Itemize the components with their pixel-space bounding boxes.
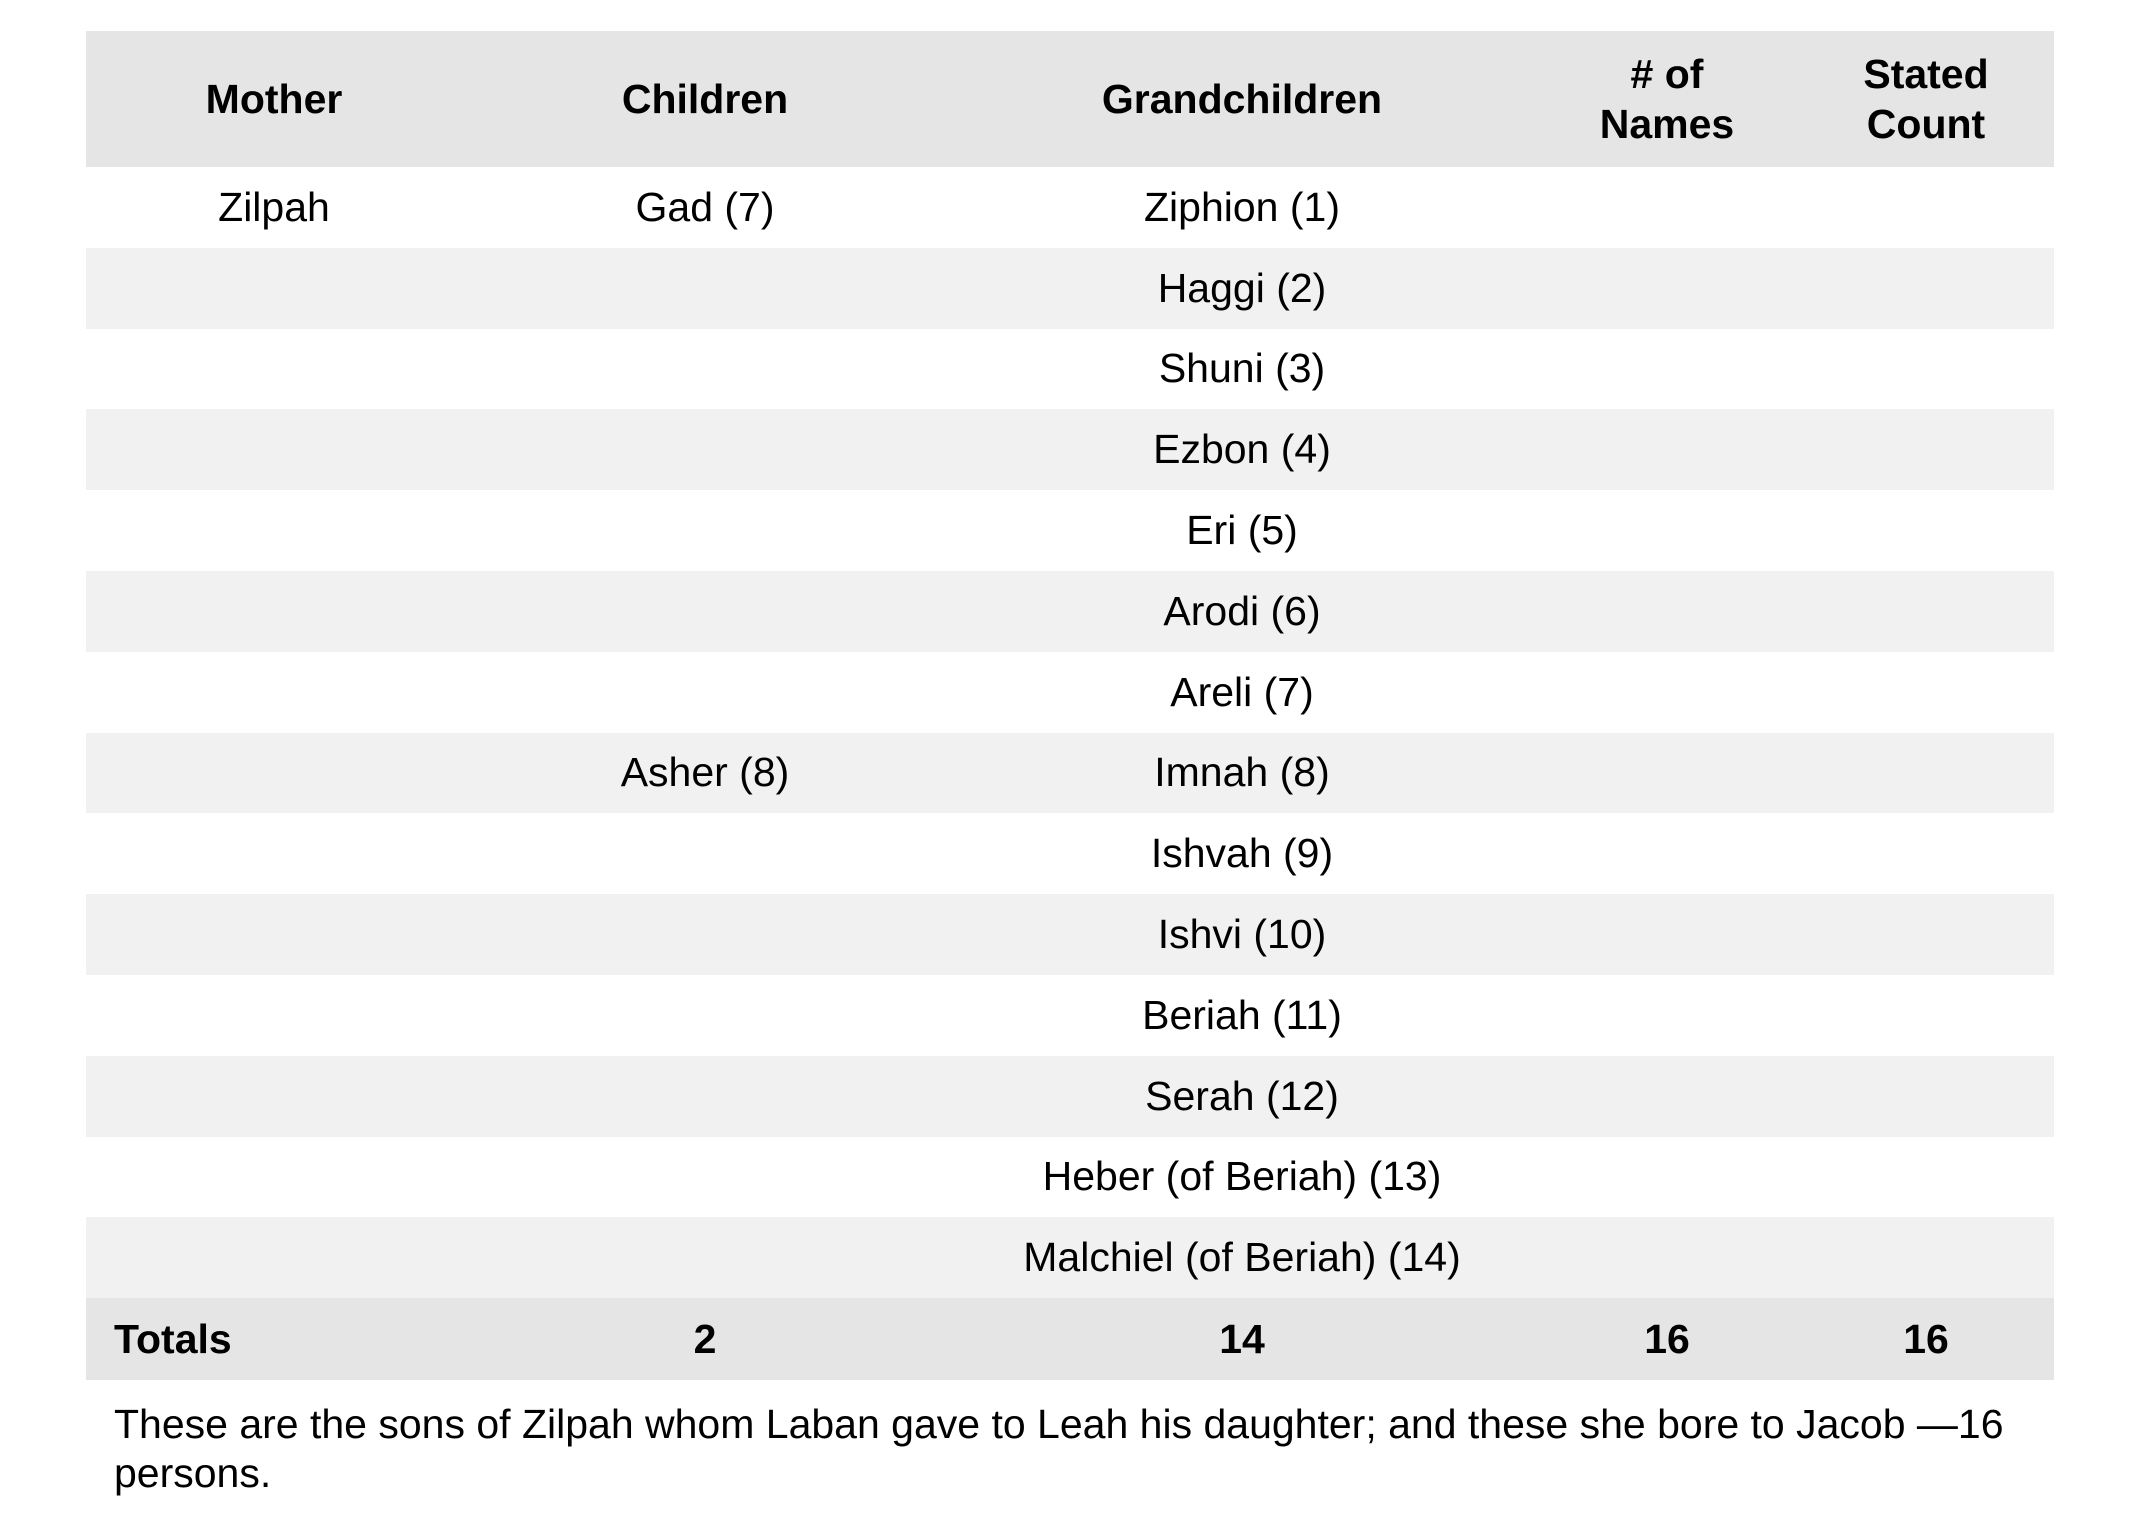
- table-row: [86, 733, 2054, 814]
- table-row: [86, 248, 2054, 329]
- cell-mother: [86, 652, 462, 733]
- cell-children: [462, 248, 948, 329]
- totals-label: Totals: [114, 1315, 232, 1362]
- cell-grandchildren: Haggi (2): [1157, 264, 1327, 311]
- cell-children: Gad (7): [635, 183, 775, 230]
- table-row: [86, 975, 2054, 1056]
- cell-num-names: [1536, 813, 1798, 894]
- header-row: [86, 31, 2054, 167]
- cell-children: [462, 1137, 948, 1218]
- cell-mother: [86, 409, 462, 490]
- table-body: [86, 167, 2054, 1298]
- cell-stated-count: [1798, 248, 2054, 329]
- cell-num-names: [1536, 894, 1798, 975]
- cell-children: [462, 490, 948, 571]
- table-row: [86, 571, 2054, 652]
- cell-num-names: [1536, 490, 1798, 571]
- cell-children: [462, 813, 948, 894]
- header-num-names-line1: # of: [1630, 51, 1704, 97]
- cell-children: [462, 1217, 948, 1298]
- table-row: [86, 167, 2054, 248]
- cell-stated-count: [1798, 1217, 2054, 1298]
- table-row: [86, 1137, 2054, 1218]
- table-header: [86, 31, 2054, 167]
- cell-mother: [86, 248, 462, 329]
- table-row: [86, 329, 2054, 410]
- table-row: [86, 409, 2054, 490]
- cell-mother: [86, 894, 462, 975]
- cell-grandchildren: Ishvah (9): [1150, 830, 1334, 877]
- totals-row: [86, 1298, 2054, 1380]
- cell-grandchildren: Arodi (6): [1163, 587, 1321, 634]
- cell-stated-count: [1798, 167, 2054, 248]
- cell-grandchildren: Heber (of Beriah) (13): [1042, 1153, 1442, 1200]
- cell-stated-count: [1798, 652, 2054, 733]
- cell-num-names: [1536, 652, 1798, 733]
- cell-grandchildren: Beriah (11): [1142, 991, 1342, 1038]
- totals-grandchildren: 14: [1219, 1315, 1265, 1362]
- header-children: Children: [621, 76, 789, 122]
- cell-mother: [86, 813, 462, 894]
- header-mother: Mother: [205, 76, 343, 122]
- cell-mother: [86, 733, 462, 814]
- genealogy-table-container: [86, 31, 2054, 1380]
- header-stated-count: [1798, 31, 2054, 167]
- cell-stated-count: [1798, 1056, 2054, 1137]
- table-row: [86, 1217, 2054, 1298]
- table-row: [86, 813, 2054, 894]
- cell-mother: [86, 329, 462, 410]
- cell-stated-count: [1798, 733, 2054, 814]
- cell-num-names: [1536, 975, 1798, 1056]
- cell-stated-count: [1798, 813, 2054, 894]
- cell-grandchildren: Serah (12): [1145, 1072, 1339, 1119]
- cell-stated-count: [1798, 490, 2054, 571]
- cell-grandchildren: Areli (7): [1170, 668, 1314, 715]
- cell-mother: [86, 975, 462, 1056]
- cell-children: [462, 329, 948, 410]
- table-row: [86, 652, 2054, 733]
- cell-num-names: [1536, 1137, 1798, 1218]
- cell-mother: [86, 1056, 462, 1137]
- genealogy-table: [86, 31, 2054, 1380]
- cell-num-names: [1536, 733, 1798, 814]
- cell-num-names: [1536, 571, 1798, 652]
- cell-num-names: [1536, 167, 1798, 248]
- cell-mother: [86, 1137, 462, 1218]
- cell-grandchildren: Ziphion (1): [1144, 183, 1340, 230]
- cell-children: [462, 894, 948, 975]
- cell-mother: [86, 490, 462, 571]
- cell-children: [462, 1056, 948, 1137]
- cell-mother: Zilpah: [218, 183, 330, 230]
- cell-children: [462, 975, 948, 1056]
- cell-stated-count: [1798, 409, 2054, 490]
- totals-num-names: 16: [1644, 1315, 1690, 1362]
- table-footer: [86, 1298, 2054, 1380]
- table-row: [86, 1056, 2054, 1137]
- cell-mother: [86, 571, 462, 652]
- table-row: [86, 490, 2054, 571]
- cell-mother: [86, 1217, 462, 1298]
- caption-text: These are the sons of Zilpah whom Laban gave to Leah his daughter; and these she bore to Jacob —16 persons.: [114, 1401, 2004, 1496]
- totals-stated-count: 16: [1903, 1315, 1949, 1362]
- totals-children: 2: [693, 1315, 717, 1362]
- cell-children: [462, 409, 948, 490]
- cell-stated-count: [1798, 975, 2054, 1056]
- table-row: [86, 894, 2054, 975]
- cell-stated-count: [1798, 571, 2054, 652]
- cell-grandchildren: Imnah (8): [1154, 749, 1330, 796]
- header-stated-count-line2: Count: [1866, 101, 1986, 147]
- cell-children: Asher (8): [620, 749, 790, 796]
- cell-stated-count: [1798, 894, 2054, 975]
- cell-num-names: [1536, 248, 1798, 329]
- cell-children: [462, 571, 948, 652]
- cell-stated-count: [1798, 329, 2054, 410]
- header-stated-count-line1: Stated: [1863, 51, 1989, 97]
- cell-grandchildren: Ishvi (10): [1157, 911, 1327, 958]
- header-num-names-line2: Names: [1599, 101, 1735, 147]
- header-grandchildren: Grandchildren: [1101, 76, 1383, 122]
- cell-num-names: [1536, 1217, 1798, 1298]
- cell-grandchildren: Ezbon (4): [1153, 426, 1331, 473]
- cell-grandchildren: Shuni (3): [1158, 345, 1326, 392]
- cell-num-names: [1536, 329, 1798, 410]
- cell-grandchildren: Eri (5): [1186, 507, 1298, 554]
- cell-children: [462, 652, 948, 733]
- cell-num-names: [1536, 409, 1798, 490]
- cell-num-names: [1536, 1056, 1798, 1137]
- header-num-names: [1536, 31, 1798, 167]
- cell-grandchildren: Malchiel (of Beriah) (14): [1023, 1234, 1461, 1281]
- cell-stated-count: [1798, 1137, 2054, 1218]
